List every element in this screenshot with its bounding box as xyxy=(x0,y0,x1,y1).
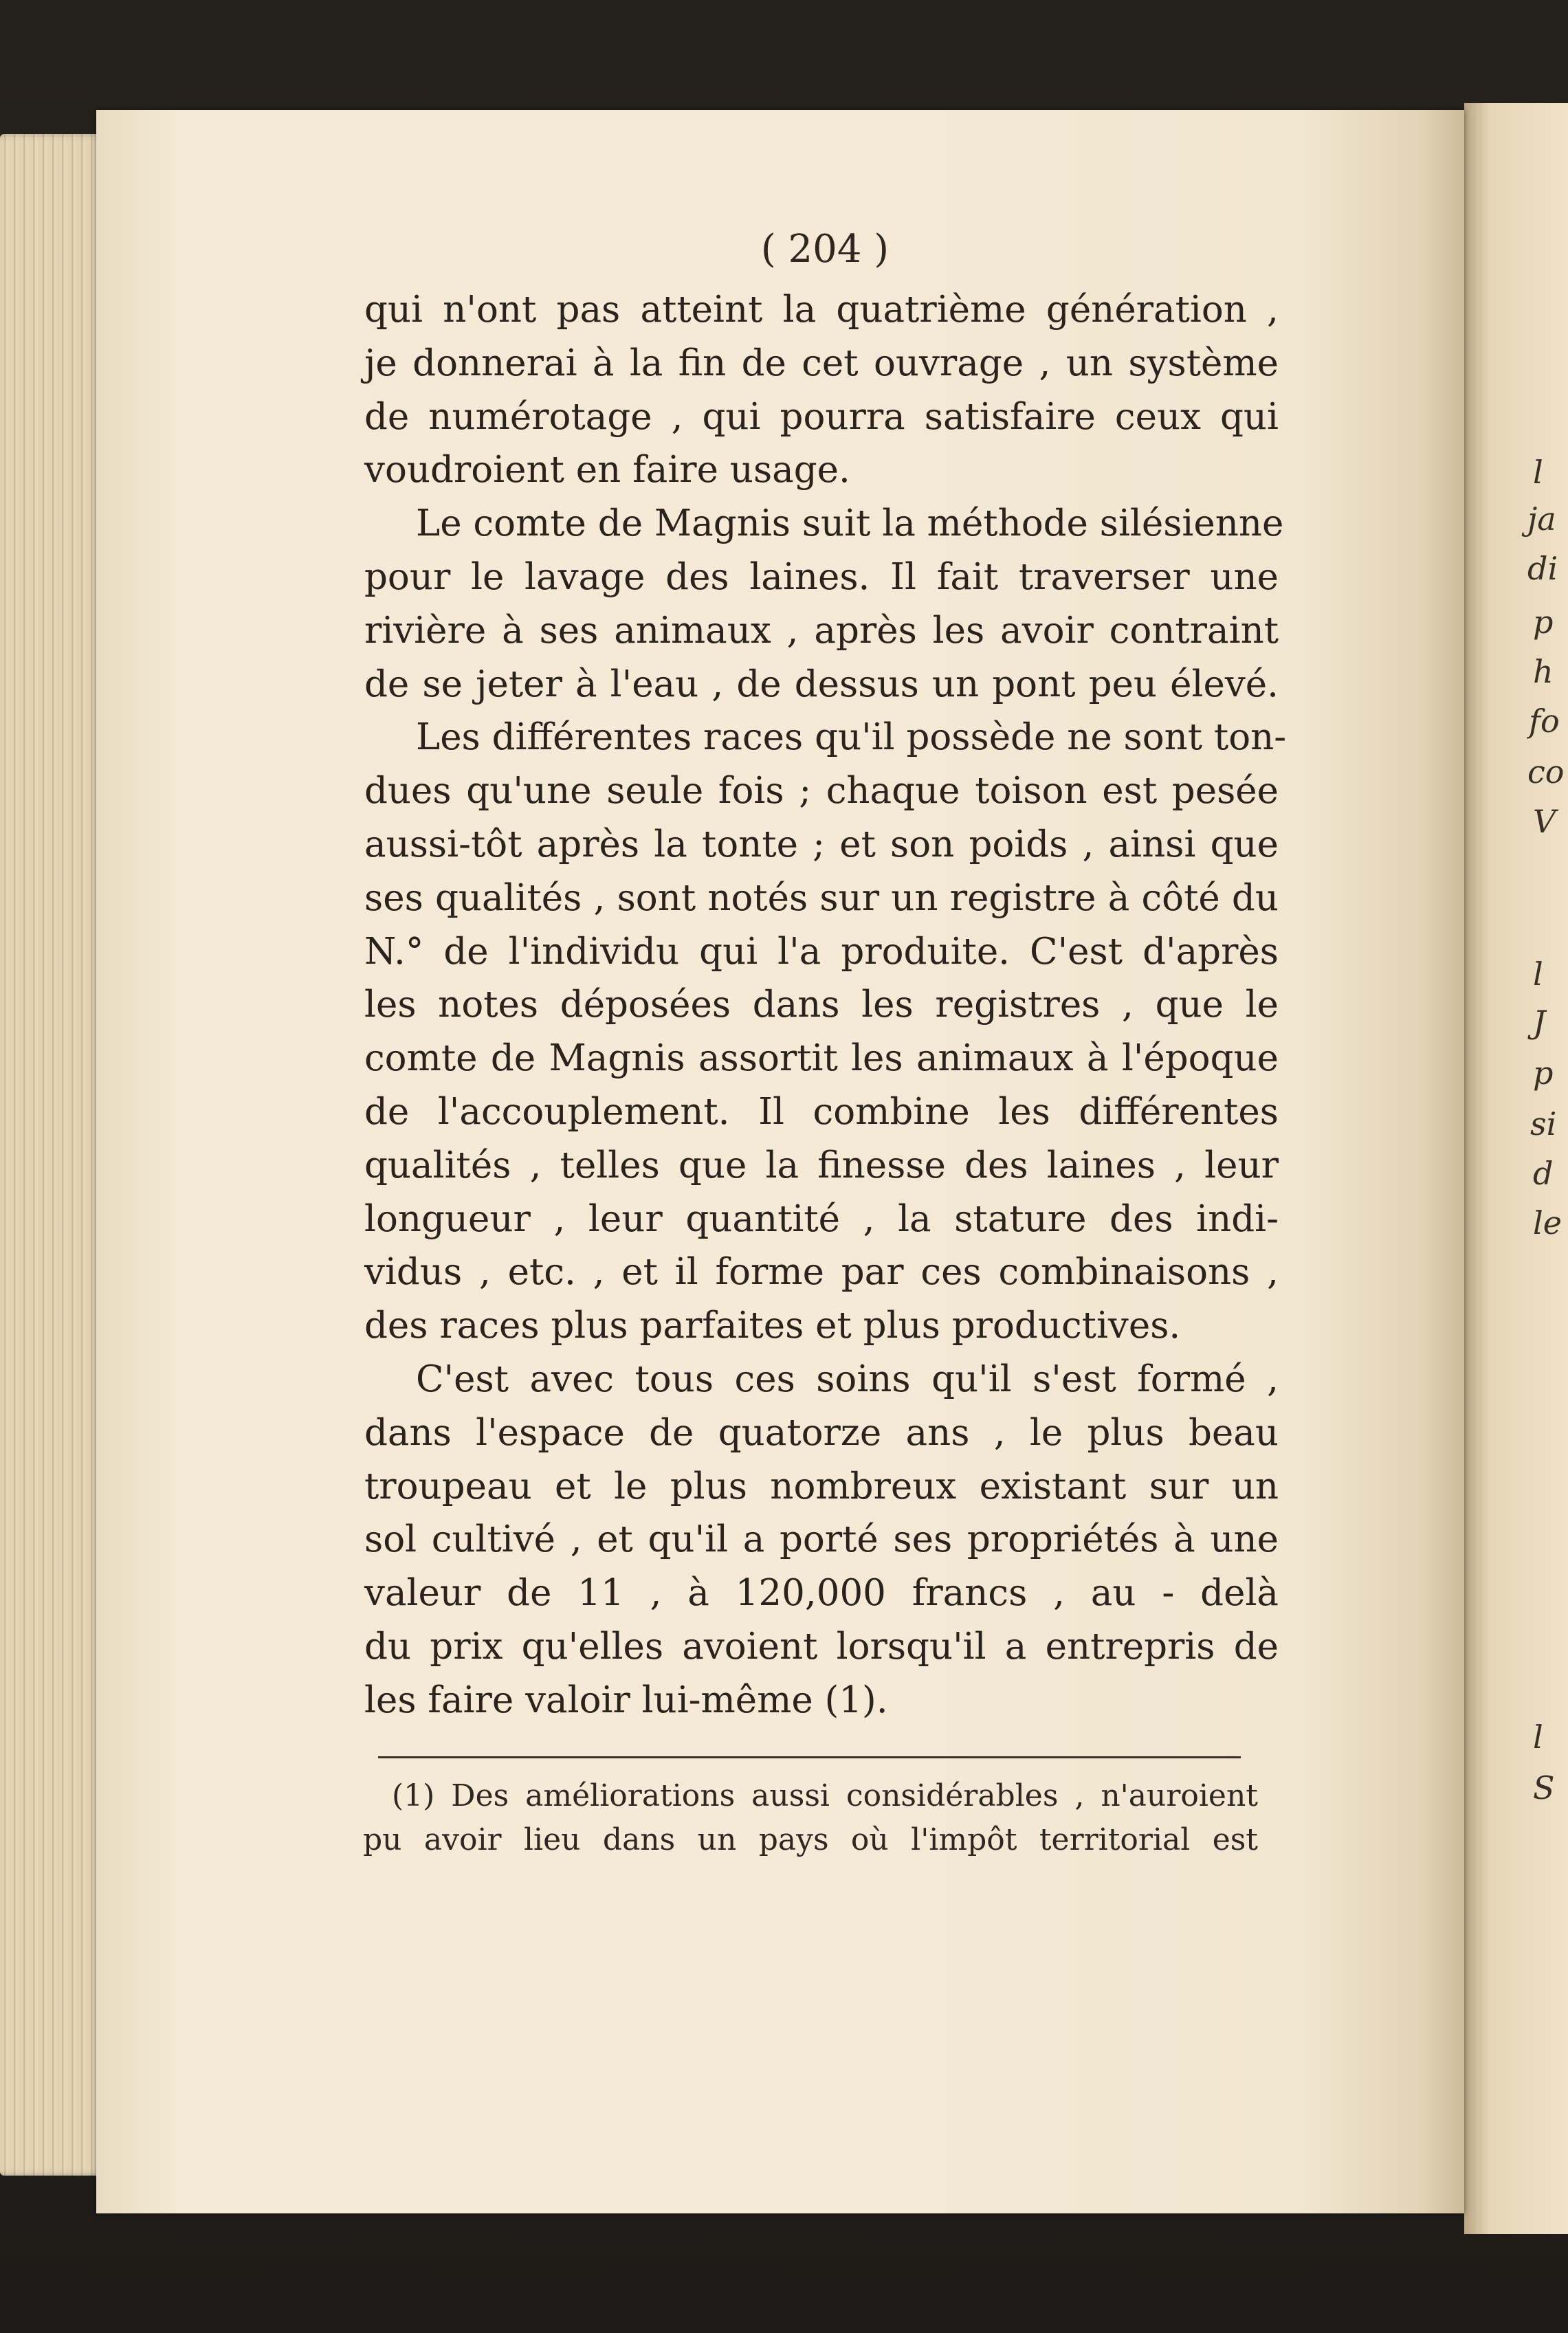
text-line: dans l'espace de quatorze ans , le plus beau xyxy=(364,1411,1279,1454)
text-line: N.° de l'individu qui l'a produite. C'est d'après xyxy=(364,930,1279,973)
text-line: troupeau et le plus nombreux existant sur un xyxy=(364,1465,1279,1507)
text-line: du prix qu'elles avoient lorsqu'il a entrepris de xyxy=(364,1625,1279,1668)
text-line: C'est avec tous ces soins qu'il s'est formé , xyxy=(416,1358,1279,1400)
text-line: je donnerai à la fin de cet ouvrage , un système xyxy=(364,342,1279,384)
facing-fragment: l xyxy=(1533,955,1543,993)
facing-fragment: S xyxy=(1533,1769,1555,1806)
text-line: ses qualités , sont notés sur un registre à côté du xyxy=(364,876,1279,919)
facing-fragment: ja xyxy=(1527,500,1556,538)
footnote xyxy=(363,1774,1258,1862)
text-line: sol cultivé , et qu'il a porté ses propriétés à une xyxy=(364,1518,1279,1561)
facing-fragment: p xyxy=(1533,604,1554,641)
facing-fragment: le xyxy=(1533,1204,1562,1241)
text-line: dues qu'une seule fois ; chaque toison est pesée xyxy=(364,770,1279,812)
facing-fragment: J xyxy=(1533,1004,1546,1041)
facing-fragment: h xyxy=(1533,653,1554,690)
facing-page xyxy=(1464,103,1568,2234)
text-line: de numérotage , qui pourra satisfaire ceux qui xyxy=(364,395,1279,438)
facing-fragment: d xyxy=(1533,1155,1554,1192)
body-text xyxy=(364,283,1287,1727)
facing-fragment: V xyxy=(1533,803,1556,840)
footnote-line: pu avoir lieu dans un pays où l'impôt territorial est xyxy=(363,1822,1258,1857)
text-line: qui n'ont pas atteint la quatrième génération , xyxy=(364,289,1279,331)
facing-fragment: di xyxy=(1527,550,1558,587)
text-line: longueur , leur quantité , la stature des indi- xyxy=(364,1197,1279,1240)
text-line: les faire valoir lui-même (1). xyxy=(364,1679,888,1721)
text-line: pour le lavage des laines. Il fait traverser une xyxy=(364,555,1279,598)
facing-fragment: si xyxy=(1530,1105,1557,1142)
text-line: vidus , etc. , et il forme par ces combinaisons , xyxy=(364,1251,1279,1294)
footnote-line: (1) Des améliorations aussi considérables , n'auroient xyxy=(392,1778,1258,1813)
text-line: Le comte de Magnis suit la méthode silésienne xyxy=(416,502,1284,545)
text-line: de l'accouplement. Il combine les différentes xyxy=(364,1090,1279,1133)
text-line: de se jeter à l'eau , de dessus un pont peu élevé. xyxy=(364,663,1279,705)
text-line: rivière à ses animaux , après les avoir contraint xyxy=(364,609,1279,652)
facing-fragment: p xyxy=(1533,1054,1554,1092)
text-line: Les différentes races qu'il possède ne sont ton- xyxy=(416,716,1287,759)
text-line: aussi-tôt après la tonte ; et son poids , ainsi que xyxy=(364,823,1279,865)
facing-fragment: fo xyxy=(1529,703,1560,740)
footnote-rule xyxy=(378,1756,1241,1758)
facing-fragment: l xyxy=(1533,1718,1543,1756)
text-line: des races plus parfaites et plus productives. xyxy=(364,1305,1181,1347)
page-number: ( 204 ) xyxy=(760,227,890,272)
text-line: qualités , telles que la finesse des laines , leur xyxy=(364,1144,1279,1186)
facing-fragment: co xyxy=(1527,753,1565,790)
text-line: comte de Magnis assortit les animaux à l'époque xyxy=(364,1037,1279,1080)
text-line: voudroient en faire usage. xyxy=(364,449,850,491)
facing-fragment: l xyxy=(1533,454,1543,491)
text-line: valeur de 11 , à 120,000 francs , au - delà xyxy=(364,1572,1279,1615)
text-line: les notes déposées dans les registres , que le xyxy=(364,984,1279,1026)
